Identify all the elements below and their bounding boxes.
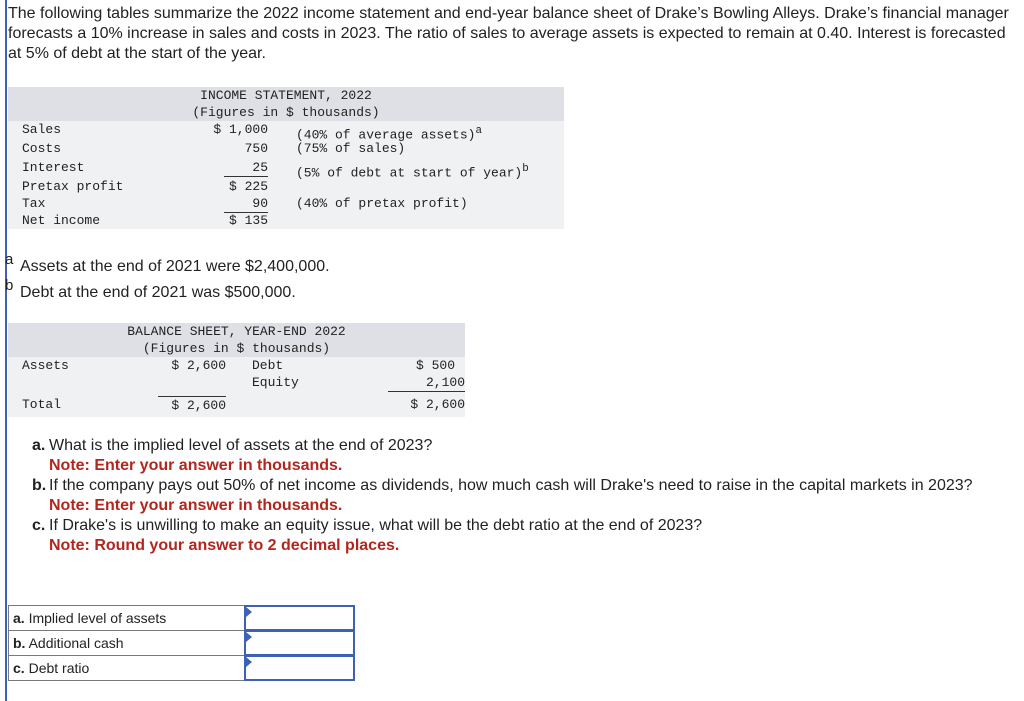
bs-label-total: Total [22, 397, 62, 412]
balance-sheet-table [8, 323, 465, 417]
bs-value-equity: 2,100 [388, 374, 465, 392]
answer-letter-a: a. [13, 610, 25, 626]
is-label-costs: Costs [22, 141, 62, 156]
is-note-interest [296, 161, 529, 181]
answer-label-c-text: Debt ratio [28, 660, 90, 676]
answer-letter-c: c. [13, 660, 25, 676]
bs-value-total-assets: $ 2,600 [158, 396, 226, 414]
answer-label-a [8, 605, 248, 630]
bs-label-assets: Assets [22, 358, 69, 373]
intro-text: The following tables summarize the 2022 income statement and end-year balance sheet of Drake’s Bowling Alleys. Drake’s financial manager forecasts a 10% increase in sales and costs in 2023. The ratio of sales to average assets is expected to remain at 0.40. Interest is forecasted at 5% of debt at the start of the year. [8, 5, 1009, 62]
answer-letter-b: b. [13, 635, 26, 651]
question-a-letter: a. [32, 437, 46, 454]
is-note-tax: (40% of pretax profit) [296, 196, 468, 211]
left-accent-rule [5, 0, 7, 701]
is-label-pretax: Pretax profit [22, 179, 124, 194]
bs-value-debt: $ 500 [415, 358, 455, 373]
footnote-a [5, 251, 330, 277]
footnote-a-text: Assets at the end of 2021 were $2,400,000. [20, 258, 330, 275]
income-statement-subtitle: (Figures in $ thousands) [192, 105, 380, 120]
balance-sheet-subtitle: (Figures in $ thousands) [142, 341, 331, 356]
bs-value-assets: $ 2,600 [171, 358, 226, 373]
income-statement-header [8, 87, 564, 121]
answer-label-b-text: Additional cash [28, 635, 124, 651]
debt-ratio-input[interactable] [244, 655, 355, 681]
is-label-sales: Sales [22, 122, 62, 137]
question-b [32, 476, 1002, 516]
question-b-note: Note: Enter your answer in thousands. [49, 497, 343, 514]
question-c-letter: c. [32, 517, 46, 534]
is-label-tax: Tax [22, 196, 46, 211]
question-c-note: Note: Round your answer to 2 decimal places. [49, 537, 400, 554]
problem-intro [8, 4, 1018, 64]
is-note-interest-sup: b [522, 163, 529, 175]
is-note-sales-text: (40% of average assets) [296, 127, 476, 143]
question-a-text: What is the implied level of assets at the end of 2023? [49, 437, 433, 454]
is-label-interest: Interest [22, 160, 85, 175]
question-list [32, 436, 1002, 556]
is-note-interest-text: (5% of debt at start of year) [296, 165, 523, 181]
is-value-tax: 90 [224, 195, 268, 213]
is-value-pretax: $ 225 [228, 179, 268, 194]
balance-sheet-title: BALANCE SHEET, YEAR-END 2022 [127, 324, 346, 339]
question-c-text: If Drake's is unwilling to make an equity issue, what will be the debt ratio at the end of 2023? [49, 517, 703, 534]
footnote-b-text: Debt at the end of 2021 was $500,000. [20, 284, 296, 301]
is-value-interest: 25 [224, 159, 268, 177]
footnote-b [5, 277, 296, 303]
additional-cash-input[interactable] [244, 630, 355, 656]
question-a-note: Note: Enter your answer in thousands. [49, 457, 343, 474]
income-statement-table [8, 87, 564, 229]
is-value-costs: 750 [244, 141, 268, 156]
income-statement-title: INCOME STATEMENT, 2022 [200, 88, 372, 103]
is-value-net-income: $ 135 [228, 213, 268, 228]
answer-label-b [8, 630, 248, 655]
is-note-costs: (75% of sales) [296, 141, 406, 156]
answer-label-a-text: Implied level of assets [28, 610, 167, 626]
balance-sheet-header [8, 323, 465, 357]
implied-assets-input[interactable] [244, 605, 355, 631]
question-b-text: If the company pays out 50% of net income as dividends, how much cash will Drake's need to raise in the capital markets in 2023? [49, 477, 973, 494]
question-a [32, 436, 1002, 476]
question-c [32, 516, 1002, 556]
footnote-b-mark: b [5, 277, 14, 294]
bs-label-equity: Equity [252, 375, 299, 390]
bs-value-total-liabilities: $ 2,600 [410, 397, 465, 412]
is-label-net-income: Net income [22, 213, 101, 228]
is-note-sales-sup: a [475, 125, 482, 137]
answer-label-c [8, 655, 248, 681]
footnote-a-mark: a [5, 251, 14, 268]
question-b-letter: b. [32, 477, 47, 494]
is-value-sales: $ 1,000 [213, 122, 268, 137]
bs-label-debt: Debt [252, 358, 284, 373]
